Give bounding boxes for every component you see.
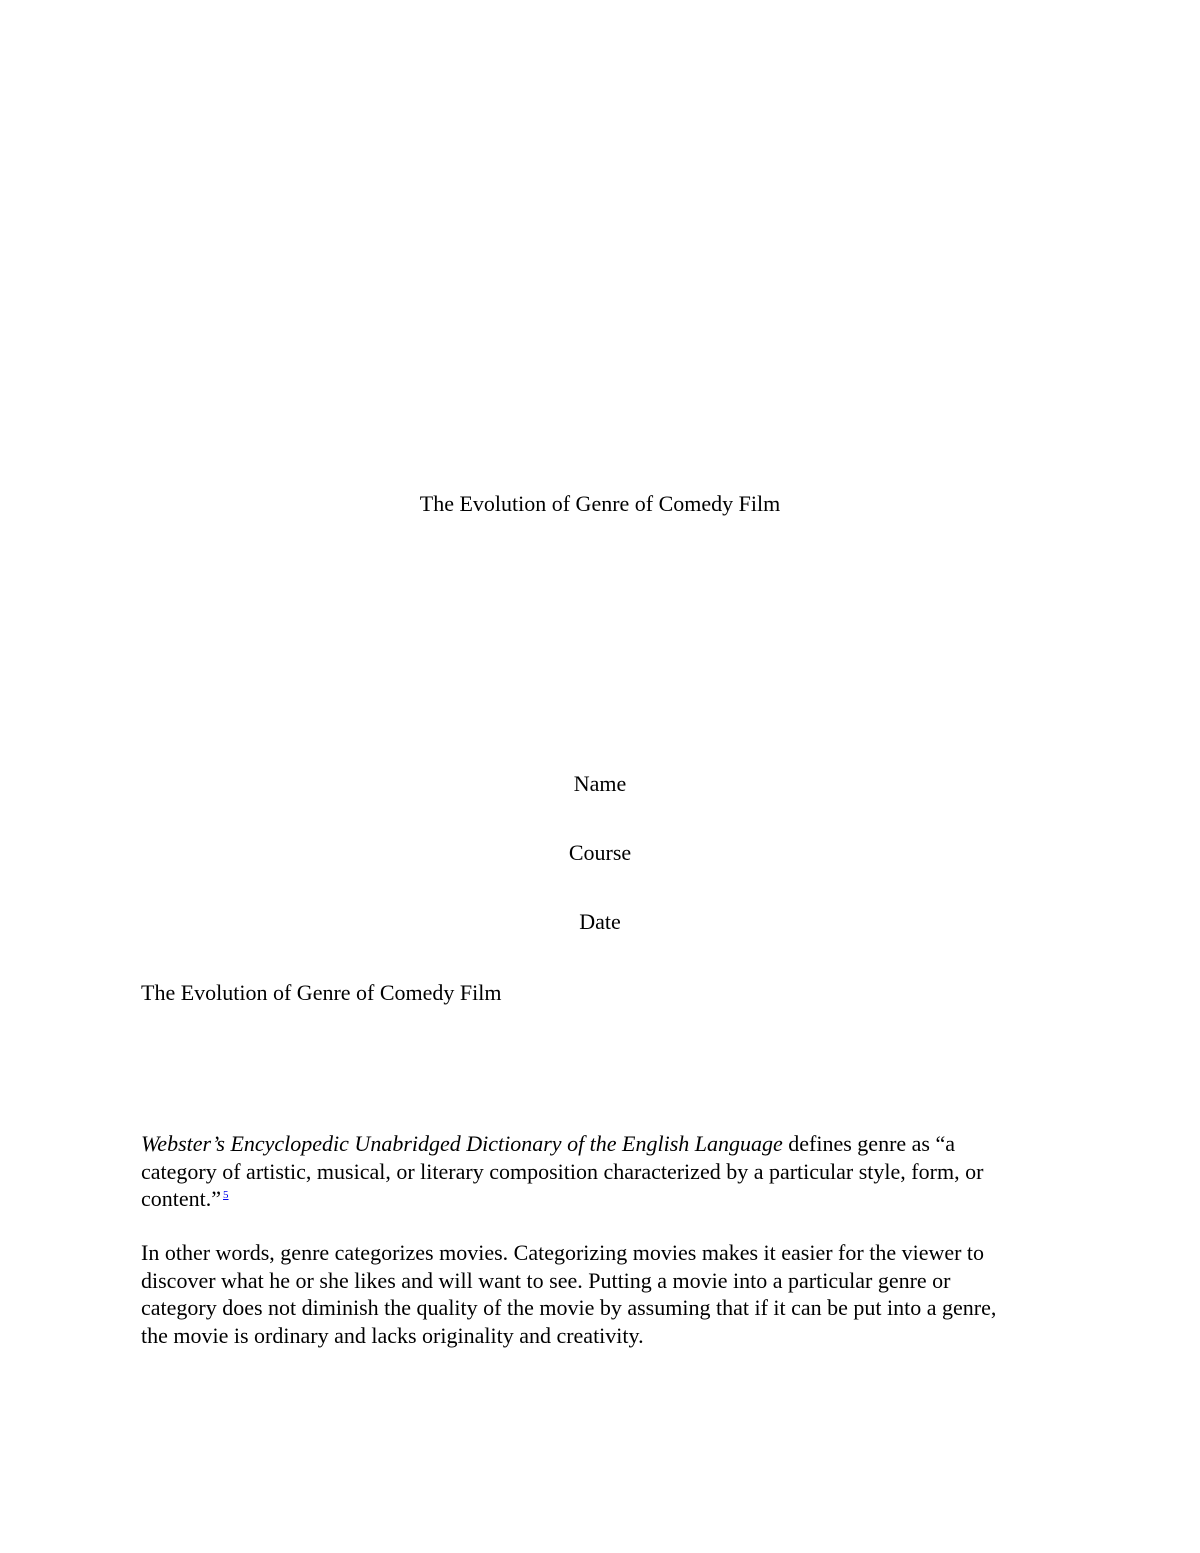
paragraph-line: [141, 1130, 1061, 1158]
paragraph-text: content.”: [141, 1186, 222, 1211]
footnote-link[interactable]: 5: [223, 1188, 229, 1201]
paragraph-definition: [141, 1130, 1061, 1213]
paragraph-line: discover what he or she likes and will want to see. Putting a movie into a particular genre or: [141, 1267, 951, 1293]
paragraph-line: category of artistic, musical, or literary composition characterized by a particular style, form, or: [141, 1158, 984, 1184]
paragraph-line: category does not diminish the quality of the movie by assuming that if it can be put into a genre,: [141, 1295, 997, 1320]
paragraph-genre: [141, 1239, 1061, 1349]
dictionary-title: Webster’s Encyclopedic Unabridged Dictionary of the English Language: [141, 1131, 783, 1156]
cover-name: Name: [573, 771, 627, 796]
body-title: The Evolution of Genre of Comedy Film: [141, 980, 502, 1005]
paragraph-text: defines genre as “a: [782, 1131, 956, 1156]
paragraph-line: In other words, genre categorizes movies. Categorizing movies makes it easier for the viewer to: [141, 1240, 985, 1265]
paragraph-line: [141, 1185, 1061, 1213]
cover-date: Date: [579, 909, 621, 934]
cover-title: The Evolution of Genre of Comedy Film: [419, 491, 781, 516]
paragraph-line: the movie is ordinary and lacks originality and creativity.: [141, 1322, 644, 1348]
cover-course: Course: [568, 840, 632, 865]
